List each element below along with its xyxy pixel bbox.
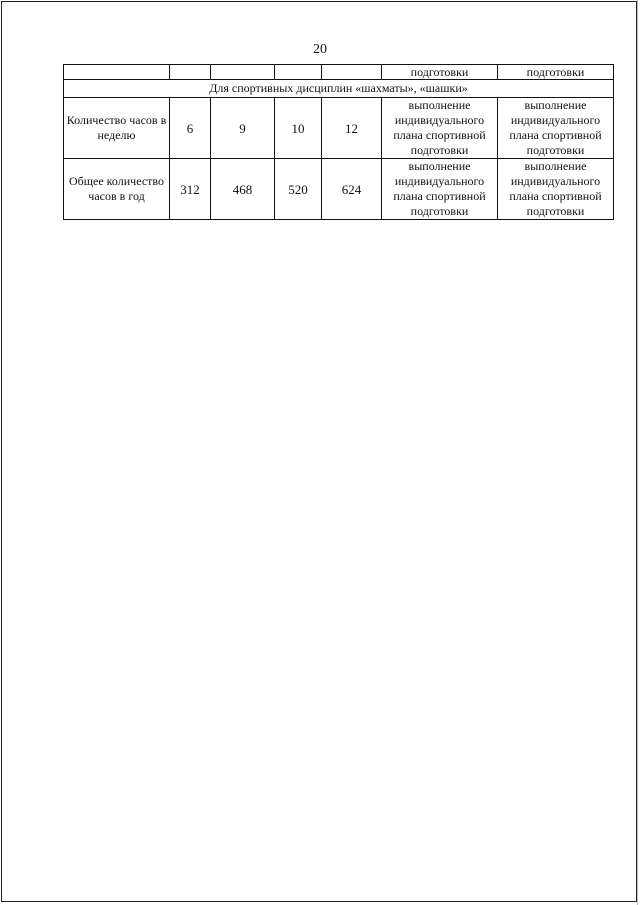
table-cell-empty: [275, 65, 322, 80]
section-heading: Для спортивных дисциплин «шахматы», «шашки»: [64, 80, 614, 98]
page-number: 20: [313, 42, 327, 57]
row-label: Количество часов в неделю: [64, 98, 170, 159]
plan-note: выполнение индивидуального плана спортивной подготовки: [382, 98, 498, 159]
hours-value: 9: [211, 98, 275, 159]
table-cell-empty: [64, 65, 170, 80]
table-cell-continuation: подготовки: [498, 65, 614, 80]
table-cell-empty: [170, 65, 211, 80]
plan-note: выполнение индивидуального плана спортивной подготовки: [498, 98, 614, 159]
table-cell-empty: [211, 65, 275, 80]
table-continuation-row: [64, 65, 614, 80]
hours-value: 6: [170, 98, 211, 159]
plan-note: выполнение индивидуального плана спортивной подготовки: [382, 159, 498, 220]
hours-value: 10: [275, 98, 322, 159]
plan-note: выполнение индивидуального плана спортивной подготовки: [498, 159, 614, 220]
hours-value: 468: [211, 159, 275, 220]
table-row: [64, 159, 614, 220]
hours-value: 312: [170, 159, 211, 220]
scan-edge-line: [637, 0, 638, 905]
table-cell-continuation: подготовки: [382, 65, 498, 80]
hours-value: 624: [322, 159, 382, 220]
table-row: [64, 98, 614, 159]
table-section-row: [64, 80, 614, 98]
hours-value: 520: [275, 159, 322, 220]
hours-value: 12: [322, 98, 382, 159]
table-cell-empty: [322, 65, 382, 80]
row-label: Общее количество часов в год: [64, 159, 170, 220]
training-hours-table: [63, 64, 614, 220]
